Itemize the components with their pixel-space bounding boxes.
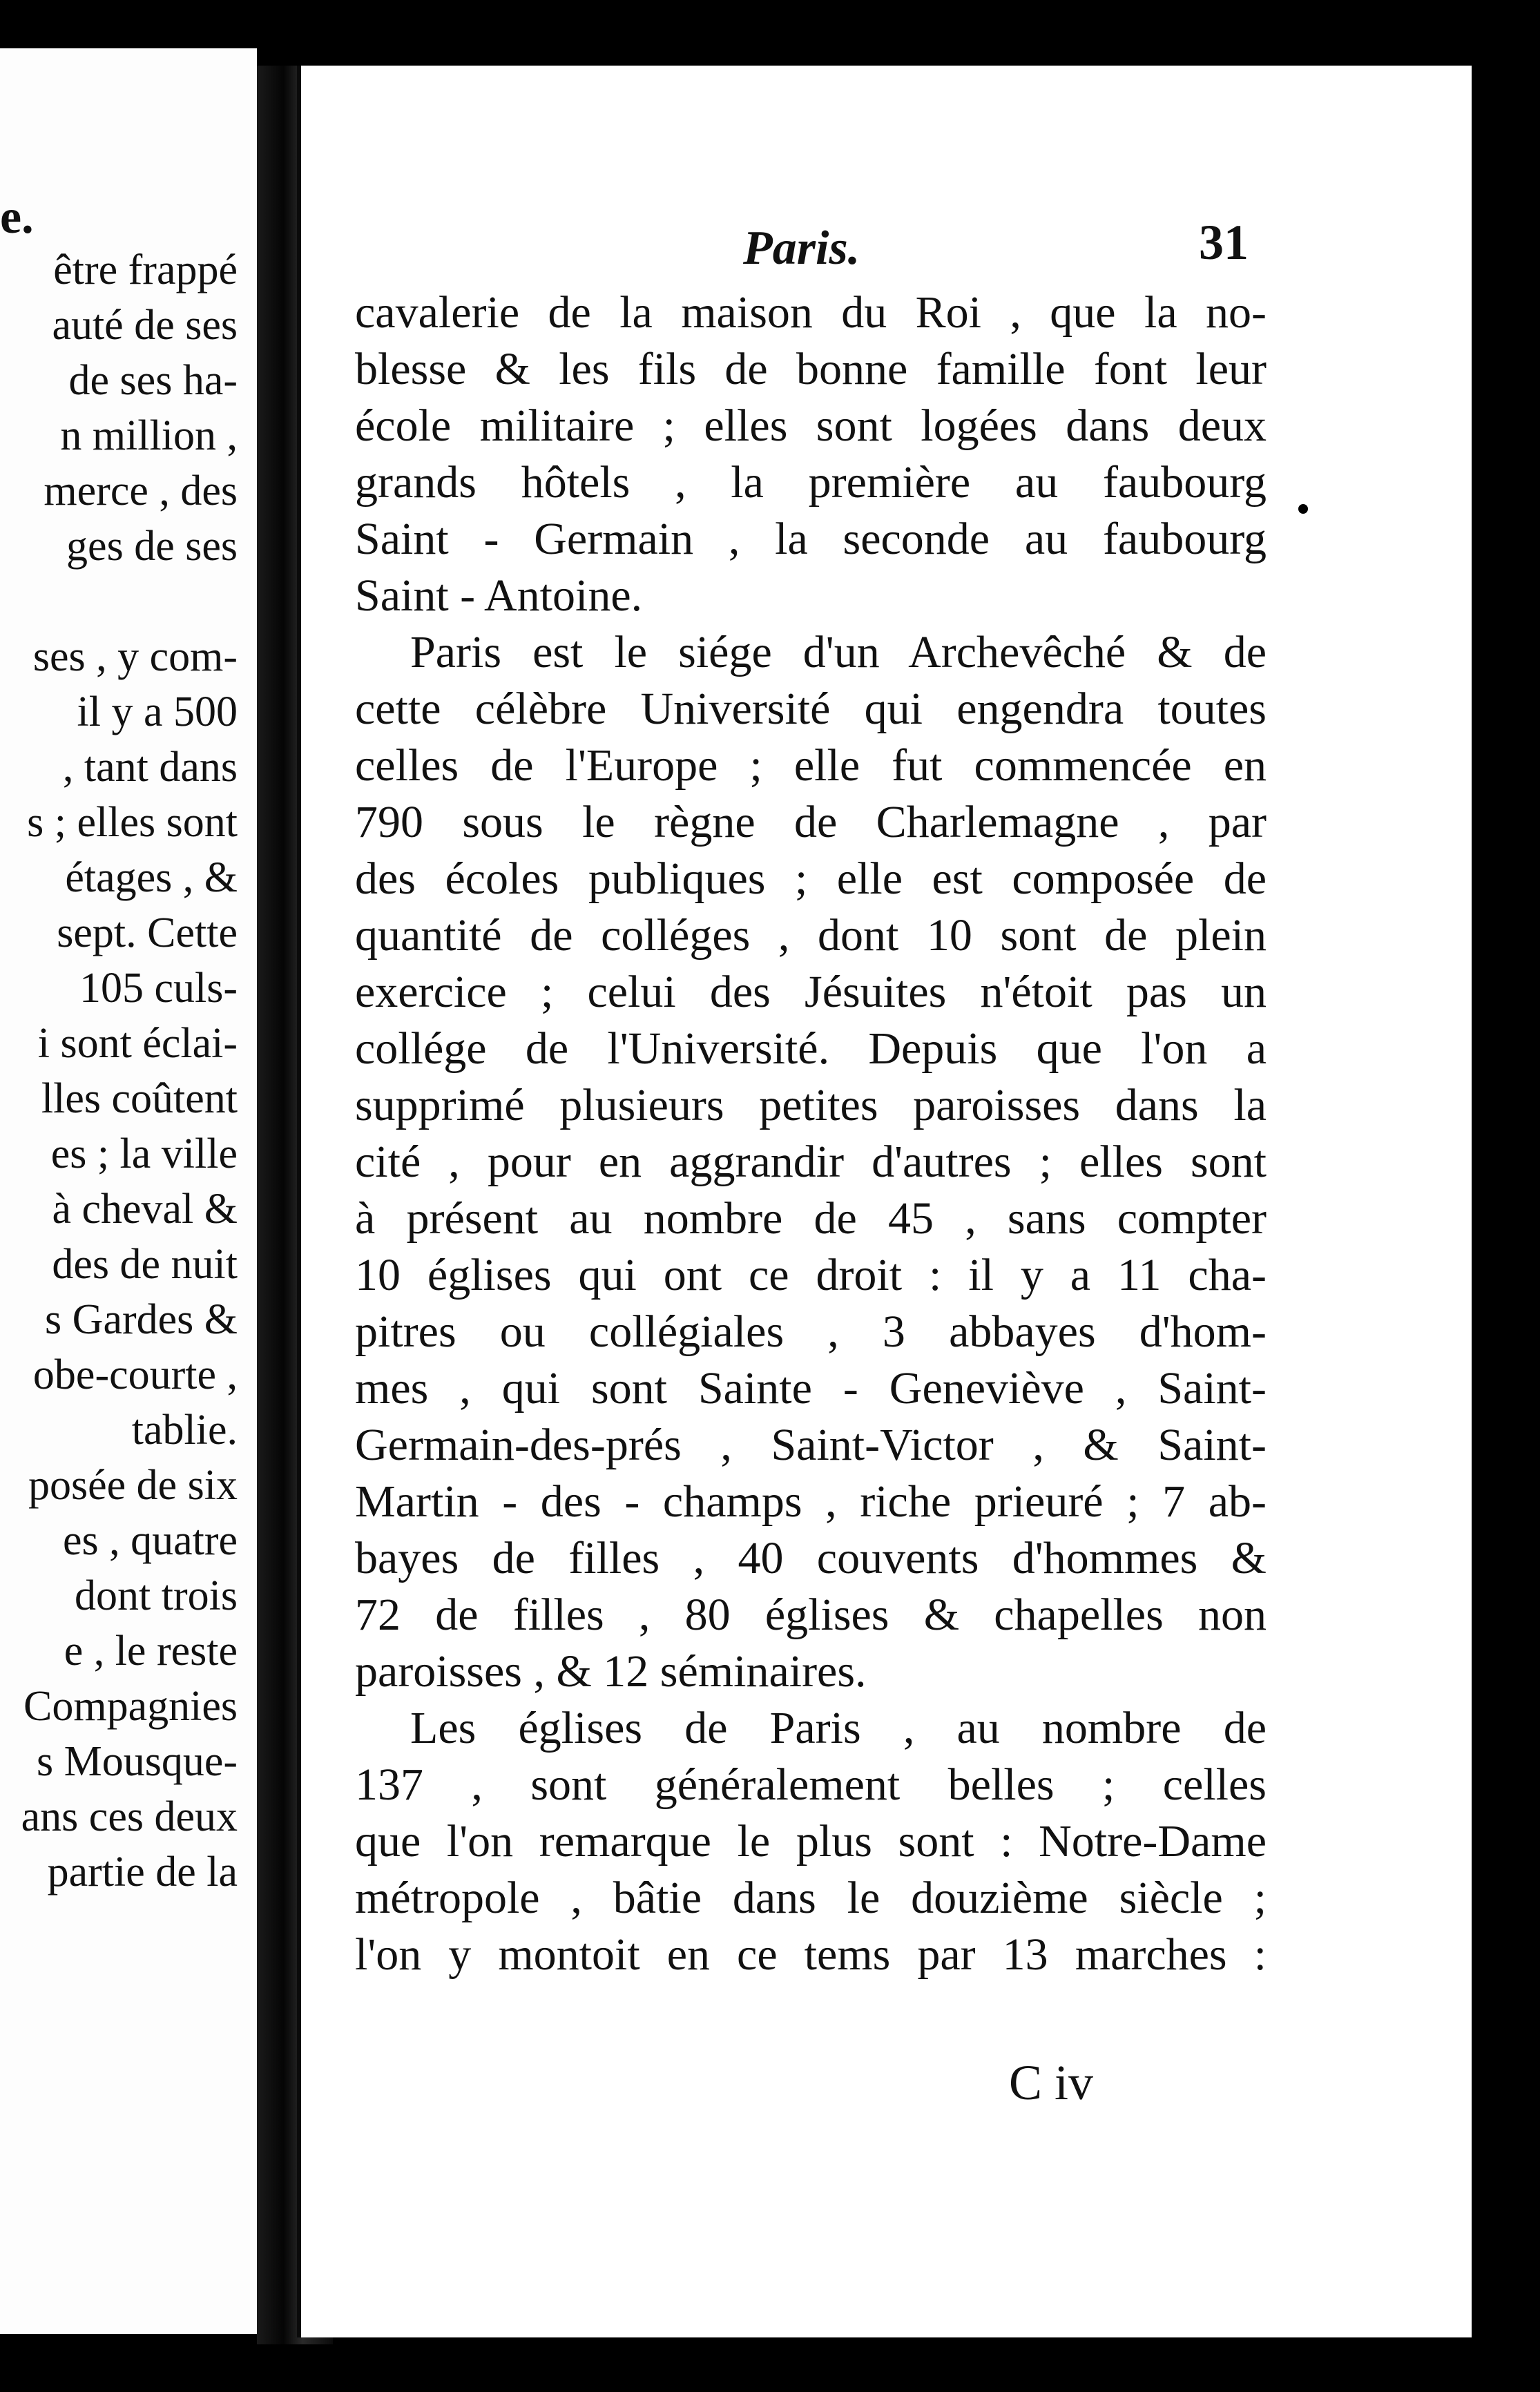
left-text-line: étages , & [65,854,238,901]
left-text-line: être frappé [53,247,238,293]
running-head: Paris. [743,222,860,275]
text-line: Paris est le siége d'un Archevêché & de [410,627,1267,677]
text-line: école militaire ; elles sont logées dans deux [355,401,1267,451]
left-text-line: ses , y com- [32,633,238,680]
left-text-line: des de nuit [52,1241,238,1288]
left-text-line: s Mousque- [36,1738,238,1785]
text-line: 72 de filles , 80 églises & chapelles non [355,1590,1267,1640]
left-text-line: à cheval & [52,1186,238,1233]
left-text-line: dont trois [75,1572,238,1619]
text-line: grands hôtels , la première au faubourg [355,457,1267,508]
left-text-line: 105 culs- [79,965,238,1012]
text-line: exercice ; celui des Jésuites n'étoit pas un [355,967,1267,1017]
text-line: 10 églises qui ont ce droit : il y a 11 cha- [355,1250,1267,1300]
left-text-line: posée de six [28,1462,238,1509]
left-text-line: partie de la [47,1849,238,1896]
left-text-line: s ; elles sont [27,799,238,846]
text-line: 790 sous le règne de Charlemagne , par [355,797,1267,847]
left-text-line: ans ces deux [21,1793,238,1840]
text-line: mes , qui sont Sainte - Geneviève , Saint- [355,1363,1267,1414]
left-text-line: es ; la ville [50,1130,238,1177]
text-line: métropole , bâtie dans le douzième siècle ; [355,1873,1267,1923]
text-line: que l'on remarque le plus sont : Notre-Dame [355,1816,1267,1867]
left-text-line: sept. Cette [57,909,238,956]
left-facing-page [0,48,257,2334]
page-number: 31 [1199,215,1249,270]
left-text-line: il y a 500 [77,688,238,735]
signature-mark: C iv [1009,2055,1094,2110]
text-line: quantité de colléges , dont 10 sont de plein [355,910,1267,961]
text-line: Martin - des - champs , riche prieuré ; 7 ab- [355,1476,1267,1527]
text-line: l'on y montoit en ce tems par 13 marches : [355,1929,1267,1980]
left-text-line: e , le reste [64,1628,238,1675]
left-text-line: , tant dans [62,744,238,791]
text-line: Les églises de Paris , au nombre de [410,1703,1267,1753]
text-line: 137 , sont généralement belles ; celles [355,1759,1267,1810]
right-page [297,66,1472,2337]
text-line: pitres ou collégiales , 3 abbayes d'hom- [355,1306,1267,1357]
text-line: supprimé plusieurs petites paroisses dans la [355,1080,1267,1130]
left-text-line: auté de ses [52,302,238,349]
ink-speck [1298,504,1308,514]
left-text-line: obe-courte , [32,1351,238,1398]
text-line: à présent au nombre de 45 , sans compter [355,1193,1267,1244]
text-line: paroisses , & 12 séminaires. [355,1646,867,1697]
text-line: des écoles publiques ; elle est composée de [355,853,1267,904]
left-text-line: s Gardes & [45,1296,238,1343]
text-line: collége de l'Université. Depuis que l'on a [355,1023,1267,1074]
left-text-line: Compagnies [23,1683,238,1730]
left-text-line: merce , des [44,467,238,514]
text-line: celles de l'Europe ; elle fut commencée en [355,740,1267,791]
left-text-line: n million , [60,412,238,459]
text-line: Saint - Germain , la seconde au faubourg [355,514,1267,564]
left-running-head-fragment: e. [0,191,34,244]
text-line: Saint - Antoine. [355,570,643,621]
text-line: cité , pour en aggrandir d'autres ; elles sont [355,1137,1267,1187]
left-text-line: de ses ha- [68,357,238,404]
left-text-line: lles coûtent [41,1075,238,1122]
left-text-line: i sont éclai- [37,1020,238,1067]
text-line: cavalerie de la maison du Roi , que la no- [355,287,1267,338]
left-text-line: es , quatre [62,1517,238,1564]
text-line: blesse & les fils de bonne famille font leur [355,344,1267,394]
text-line: Germain-des-prés , Saint-Victor , & Saint- [355,1420,1267,1470]
left-text-line: ges de ses [66,523,238,570]
text-line: bayes de filles , 40 couvents d'hommes & [355,1533,1267,1583]
text-line: cette célèbre Université qui engendra toutes [355,684,1267,734]
left-text-line: tablie. [131,1407,238,1454]
